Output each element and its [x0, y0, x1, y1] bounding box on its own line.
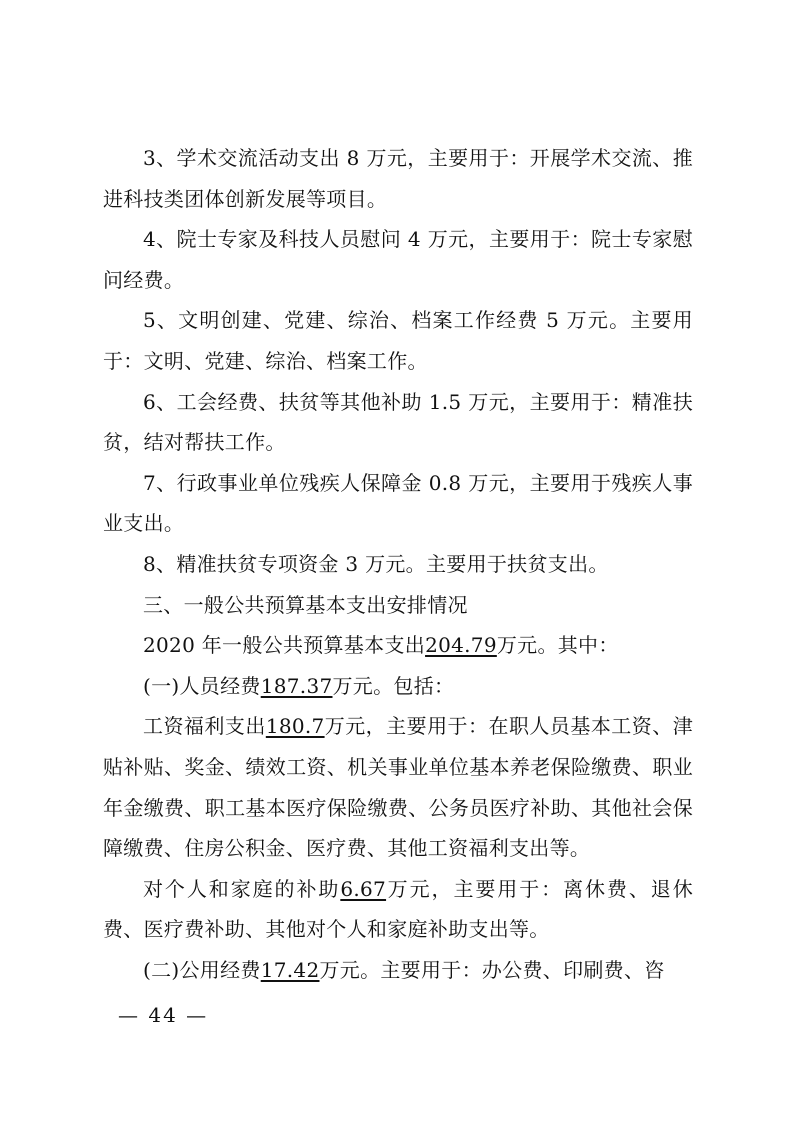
text-suffix: 万元，主要用于：在职人员基本工资、津贴补贴、奖金、绩效工资、机关事业单位基本养老保险缴费、职业年金缴费、职工基本医疗保险缴费、公务员医疗补助、其他社会保障缴费、住房公积金、医疗费、其他工资福利支出等。 — [103, 714, 693, 861]
text-suffix: 万元。主要用于：办公费、印刷费、咨 — [319, 957, 665, 982]
page-number: — 44 — — [118, 1003, 209, 1027]
paragraph-academic-exchange: 3、学术交流活动支出 8 万元，主要用于：开展学术交流、推进科技类团体创新发展等项目。 — [103, 146, 693, 211]
text-suffix: 万元，主要用于：离休费、退休费、医疗费补助、其他对个人和家庭补助支出等。 — [103, 876, 694, 942]
text-prefix: (二)公用经费 — [143, 957, 261, 982]
text-prefix: (一)人员经费 — [143, 673, 261, 698]
paragraph-disability-fund: 7、行政事业单位残疾人保障金 0.8 万元，主要用于残疾人事业支出。 — [103, 470, 693, 536]
paragraph-expert-condolence: 4、院士专家及科技人员慰问 4 万元，主要用于：院士专家慰问经费。 — [103, 227, 693, 292]
underlined-amount: 204.79 — [425, 633, 497, 658]
underlined-amount: 17.42 — [260, 957, 320, 982]
text-suffix: 万元。包括： — [332, 673, 455, 698]
body-text — [103, 138, 693, 990]
paragraph-personnel-expense — [103, 666, 693, 707]
underlined-amount: 180.7 — [265, 714, 325, 739]
text-suffix: 万元。其中： — [496, 633, 619, 658]
paragraph-total-basic-expenditure — [103, 625, 693, 666]
section-heading-basic-expenditure: 三、一般公共预算基本支出安排情况 — [143, 592, 468, 617]
text-prefix: 2020 年一般公共预算基本支出 — [143, 633, 426, 658]
paragraph-public-expense — [103, 950, 693, 991]
underlined-amount: 6.67 — [340, 876, 387, 901]
paragraph-household-subsidy — [103, 869, 693, 950]
paragraph-civilization-party: 5、文明创建、党建、综治、档案工作经费 5 万元。主要用于：文明、党建、综治、档案工作。 — [103, 308, 693, 373]
paragraph-salary-welfare — [103, 706, 693, 868]
underlined-amount: 187.37 — [260, 673, 333, 698]
paragraph-union-poverty: 6、工会经费、扶贫等其他补助 1.5 万元，主要用于：精准扶贫，结对帮扶工作。 — [103, 389, 693, 455]
text-prefix: 对个人和家庭的补助 — [143, 876, 341, 901]
paragraph-poverty-special-fund: 8、精准扶贫专项资金 3 万元。主要用于扶贫支出。 — [143, 551, 609, 576]
text-prefix: 工资福利支出 — [143, 714, 266, 739]
